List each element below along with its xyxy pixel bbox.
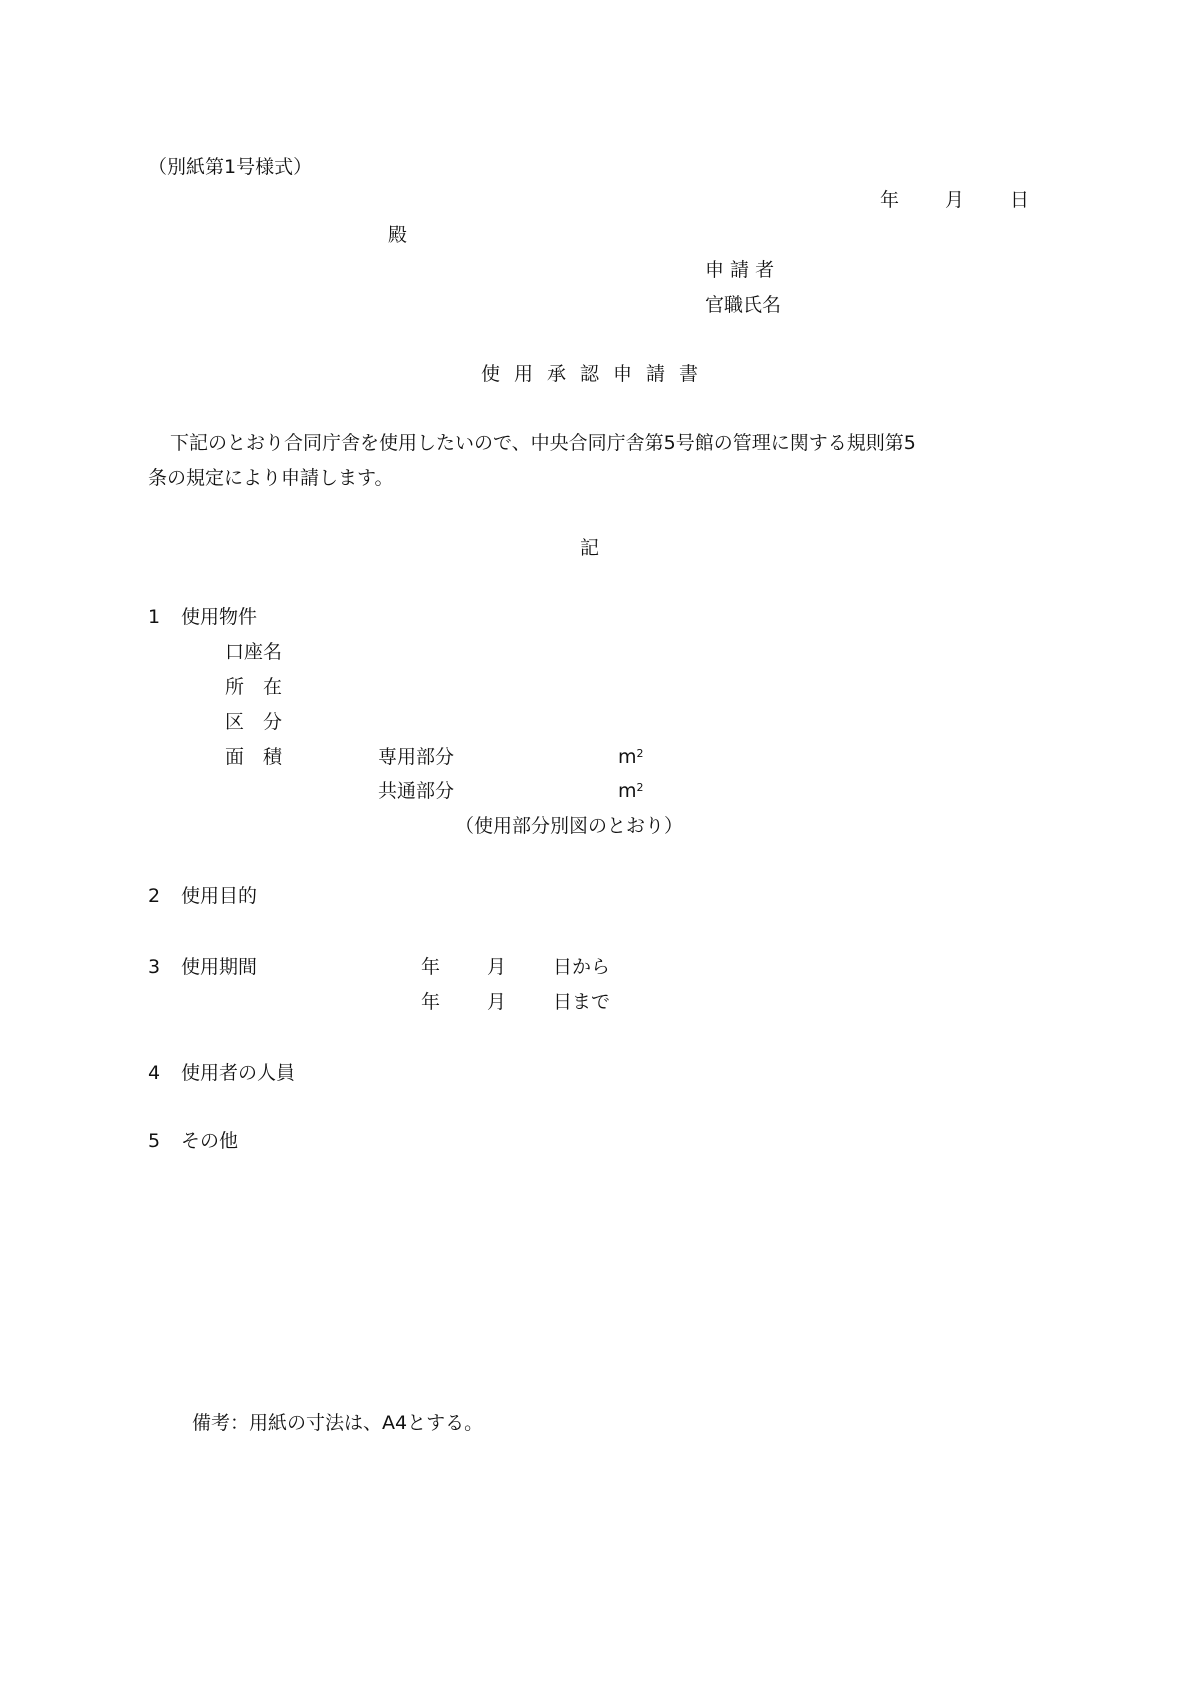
exclusive-area-unit: $m^2$ [618,746,644,768]
period-end-day: 日まで [553,991,611,1013]
common-part-label: 共通部分 [378,780,455,802]
date-day: 日 [1010,189,1030,211]
item-4-label: 使用者の人員 [181,1062,296,1084]
item-2-label: 使用目的 [181,885,258,907]
item-3-label: 使用期間 [181,956,258,978]
period-end-month: 月 [487,991,507,1013]
date-year: 年 [880,189,900,211]
item-1-number: 1 [148,606,161,628]
document-title: 使用承認申請書 [481,363,713,385]
applicant-name-label: 官職氏名 [705,294,782,316]
exclusive-part-label: 専用部分 [378,746,455,768]
ki-heading: 記 [580,537,600,559]
item-2-number: 2 [148,885,161,907]
form-label: （別紙第1号様式） [148,156,313,178]
item-1-label: 使用物件 [181,606,258,628]
date-month: 月 [945,189,965,211]
item-3-number: 3 [148,956,161,978]
applicant-label: 申 請 者 [705,259,775,281]
account-name-label: 口座名 [225,641,283,663]
division-label: 区 分 [225,711,283,733]
period-end-year: 年 [421,991,441,1013]
period-start-year: 年 [421,956,441,978]
common-area-unit: $m^2$ [618,780,644,802]
area-label: 面 積 [225,746,283,768]
period-start-month: 月 [487,956,507,978]
remark: 備考：用紙の寸法は、A4とする。 [192,1412,484,1434]
addressee-suffix: 殿 [388,224,408,246]
item-5-label: その他 [181,1130,239,1152]
body-line-1: 下記のとおり合同庁舎を使用したいので、中央合同庁舎第5号館の管理に関する規則第5 [170,432,916,454]
usage-diagram-note: （使用部分別図のとおり） [455,815,684,837]
item-4-number: 4 [148,1062,161,1084]
location-label: 所 在 [225,676,283,698]
body-line-2: 条の規定により申請します。 [148,467,394,489]
period-start-day: 日から [553,956,611,978]
item-5-number: 5 [148,1130,161,1152]
